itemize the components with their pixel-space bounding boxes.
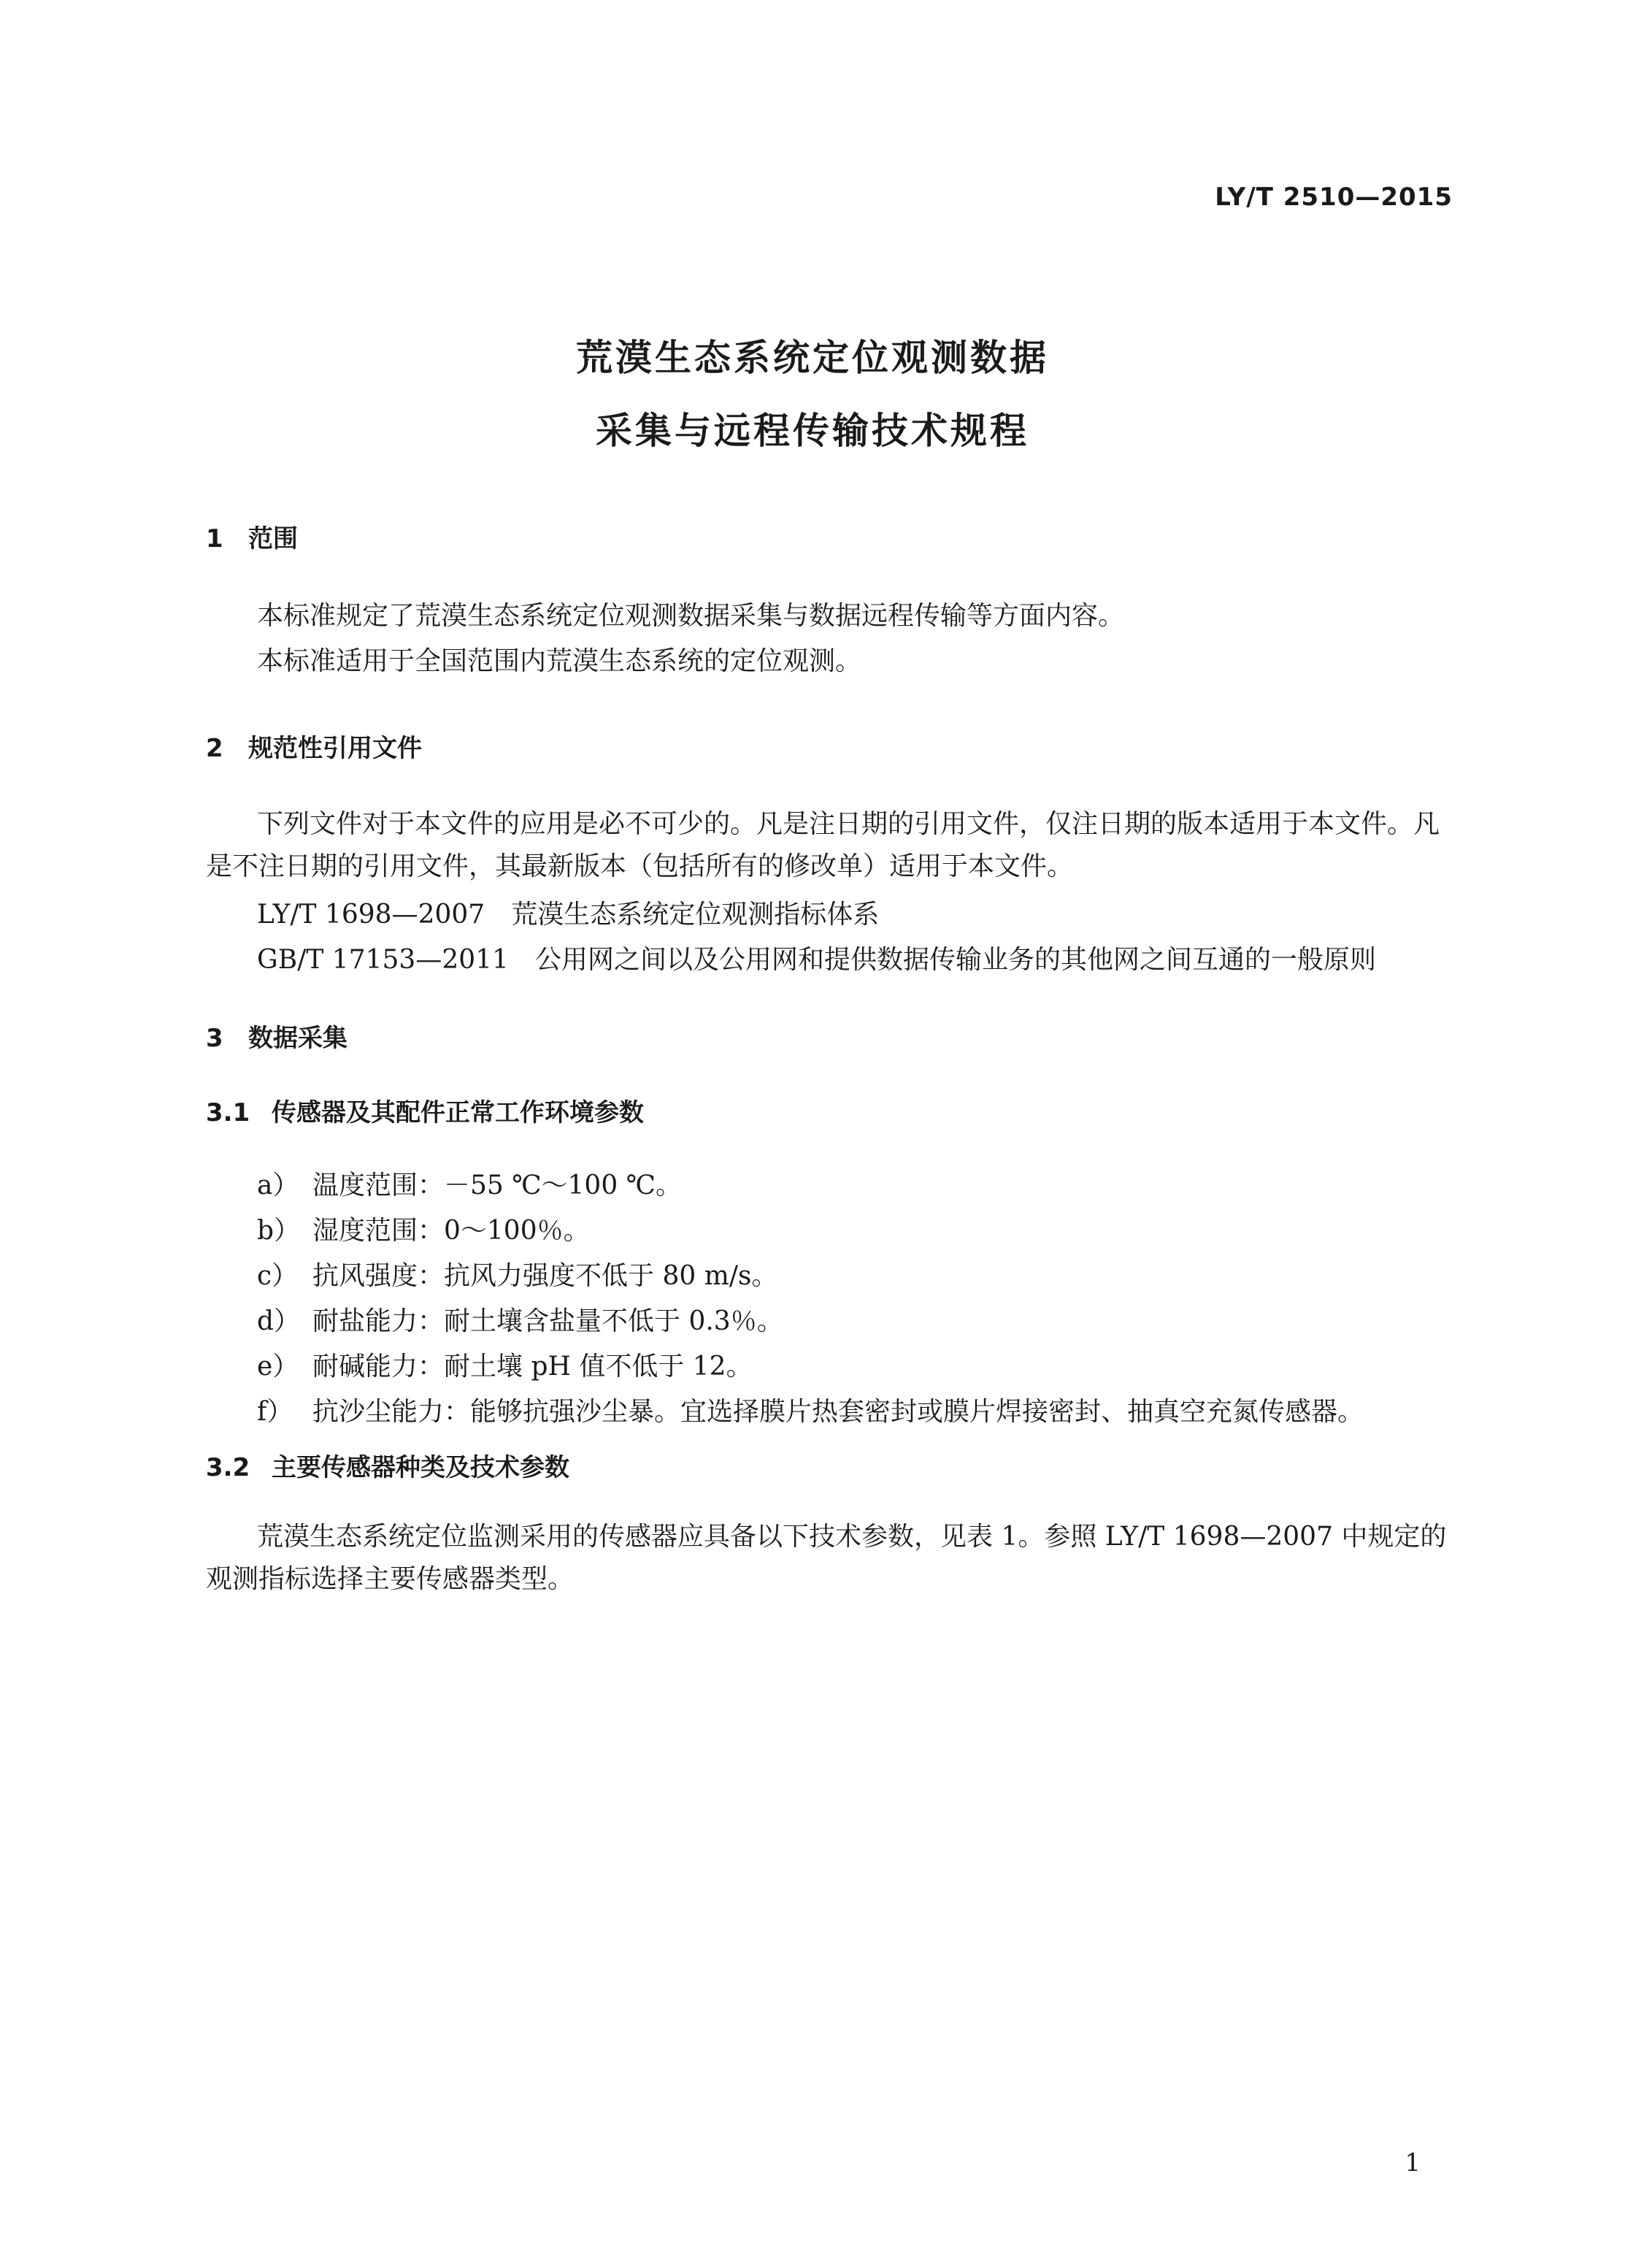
section-1-paragraph-2: 本标准适用于全国范围内荒漠生态系统的定位观测。 (257, 646, 862, 676)
section-1-heading (206, 524, 298, 553)
list-marker: c） (257, 1261, 299, 1291)
section-number: 3.1 (206, 1098, 250, 1127)
section-3-1-heading (206, 1098, 644, 1127)
reference-title: 公用网之间以及公用网和提供数据传输业务的其他网之间互通的一般原则 (534, 945, 1376, 975)
section-3-2-body: 荒漠生态系统定位监测采用的传感器应具备以下技术参数，见表 1。参照 LY/T 1698—2007 中规定的观测指标选择主要传感器类型。 (206, 1522, 1447, 1594)
section-title: 传感器及其配件正常工作环境参数 (272, 1098, 644, 1127)
section-number: 2 (206, 734, 223, 763)
reference-code: LY/T 1698—2007 (257, 900, 485, 930)
section-3-2-heading (206, 1453, 569, 1482)
section-number: 1 (206, 524, 223, 553)
title-line-2: 采集与远程传输技术规程 (596, 410, 1029, 452)
reference-title: 荒漠生态系统定位观测指标体系 (511, 900, 880, 930)
page-number: 1 (1405, 2148, 1421, 2177)
list-text: 抗沙尘能力：能够抗强沙尘暴。宜选择膜片热套密封或膜片焊接密封、抽真空充氮传感器。 (312, 1397, 1364, 1427)
list-item (257, 1255, 777, 1298)
list-marker: b） (257, 1216, 301, 1246)
section-2-heading (206, 734, 422, 763)
list-item (257, 1346, 753, 1388)
reference-code: GB/T 17153—2011 (257, 945, 509, 975)
standard-code: LY/T 2510—2015 (1215, 183, 1453, 212)
list-item (257, 1391, 1364, 1433)
section-3-heading (206, 1024, 347, 1053)
section-2-intro: 下列文件对于本文件的应用是必不可少的。凡是注日期的引用文件，仅注日期的版本适用于本文件。凡是不注日期的引用文件，其最新版本（包括所有的修改单）适用于本文件。 (206, 809, 1440, 881)
normative-reference (257, 939, 1376, 981)
list-text: 耐碱能力：耐土壤 pH 值不低于 12。 (312, 1352, 753, 1382)
section-title: 数据采集 (248, 1024, 347, 1053)
list-item (257, 1300, 783, 1343)
section-title: 主要传感器种类及技术参数 (272, 1453, 569, 1482)
document-title (0, 321, 1625, 467)
list-marker: e） (257, 1352, 299, 1382)
list-marker: a） (257, 1171, 299, 1200)
section-title: 范围 (248, 524, 298, 553)
list-item (257, 1210, 590, 1252)
section-1-paragraph-1: 本标准规定了荒漠生态系统定位观测数据采集与数据远程传输等方面内容。 (257, 601, 1125, 631)
title-line-1: 荒漠生态系统定位观测数据 (576, 337, 1049, 379)
section-number: 3.2 (206, 1453, 250, 1482)
list-text: 抗风强度：抗风力强度不低于 80 m/s。 (312, 1261, 778, 1291)
list-text: 湿度范围：0～100％。 (312, 1216, 590, 1246)
section-number: 3 (206, 1024, 223, 1053)
list-marker: f） (257, 1397, 293, 1427)
section-title: 规范性引用文件 (248, 734, 422, 763)
normative-reference (257, 894, 879, 936)
list-item (257, 1165, 682, 1207)
list-marker: d） (257, 1306, 301, 1336)
list-text: 耐盐能力：耐土壤含盐量不低于 0.3％。 (312, 1306, 783, 1336)
list-text: 温度范围：－55 ℃～100 ℃。 (312, 1171, 682, 1200)
